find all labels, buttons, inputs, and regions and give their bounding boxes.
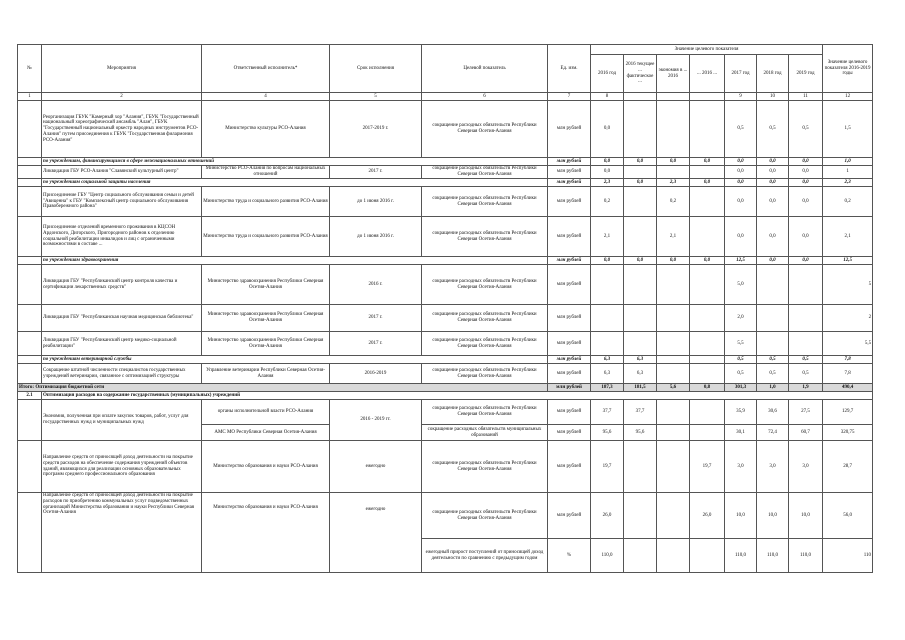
table-row: Ликвидация ГБУ "Республиканская научная медицинская библиотека" Министерство здравоохранения Республики Северная Осетия-Алания 2017 г. сокращение расходных обязательств Республики Северная Осетия-Алания млн рублей 2,0 2: [18, 305, 873, 332]
table-row: Ликвидация ГБУ "Республиканский центр контроля качества и сертификации лекарственных средств" Министерство здравоохранения Республики Северная Осетия-Алания 2016 г. сокращение расходных обязательств Республики Северная Осетия-Алания млн рублей 5,0 5: [18, 265, 873, 305]
table-row: Присоединение отделений временного проживания в КЦСОН Ардонского, Дигорского, Пригородного районов к отделению социальной реабилитации инвалидов и лиц с ограниченными возможностями в составе ... Министерство труда и социального развития РСО-Алания до 1 июня 2016 г. сокращение расходных обязательств Республики Северная Осетия-Алания млн рублей 2,1 2,1 0,0 0,0 0,0 2,1: [18, 217, 873, 257]
subtotal-row: по учреждениям ветеринарной службы млн рублей 6,3 6,3 0,5 0,5 0,5 7,8: [18, 356, 873, 364]
table-row: АМС МО Республики Северная Осетия-Алания сокращение расходных обязательств муниципальных образований млн рублей 95,6 95,6 30,1 72,4 60,7 320,75: [18, 425, 873, 441]
target-indicators-table: [17, 44, 873, 573]
header-2016-sub1: 2016 текущее ... фактическое ...: [624, 55, 657, 93]
header-2018: 2018 год: [757, 55, 789, 93]
header-values-group: Значение целевого показателя: [591, 45, 823, 55]
header-2017: 2017 год: [725, 55, 757, 93]
table-row: ежегодный прирост поступлений от приносящей доход деятельности по сравнению с предыдущим годом % 110,0 110,0 110,0 110,0 110: [18, 539, 873, 573]
table-row: Сокращение штатной численности специалистов государственных учреждений ветеринарии, связанное с оптимизацией структуры Управление ветеринарии Республики Северная Осетия-Алания 2016-2019 сокращение расходных обязательств Республики Северная Осетия-Алания млн рублей 6,3 6,3 0,5 0,5 0,5 7,8: [18, 364, 873, 384]
table-row: Экономия, полученная при оплате закупок товаров, работ, услуг для государственных нужд и муниципальных нужд органы исполнительной власти РСО-Алания 2016 - 2019 гг. сокращение расходных обязательств Республики Северная Осетия-Алания млн рублей 37,7 37,7 35,9 30,6 27,5 129,7: [18, 400, 873, 425]
table-row: Присоединение ГБУ "Центр социального обслуживания семьи и детей "Авиценна" к ГБУ "Комплексный центр социального обслуживания Правобережного района" Министерство труда и социального развития РСО-Алания до 1 июня 2016 г. сокращение расходных обязательств Республики Северная Осетия-Алания млн рублей 0,2 0,2 0,0 0,0 0,0 0,2: [18, 187, 873, 217]
header-2016-sub2: экономия в ... 2016: [657, 55, 690, 93]
header-num: №: [18, 45, 42, 93]
subtotal-row: по учреждениям социальной защиты населения млн рублей 2,3 0,0 2,3 0,0 0,0 0,0 0,0 2,3: [18, 179, 873, 187]
table-row: Реорганизация ГБУК "Камерный хор "Алания", ГБУК "Государственный национальный хореографический ансамбль "Алан", ГБУК "Государственный национальный оркестр народных инструментов РСО-Алания" путем присоединения к ГБУК "Государственная филармония РСО-Алания" Министерство культуры РСО-Алания 2017-2019 г. сокращение расходных обязательств Республики Северная Осетия-Алания млн рублей 0,0 0,5 0,5 0,5 1,5: [18, 101, 873, 158]
table-row: Направление средств от приносящей доход деятельности на покрытие расходов по приобретению коммунальных услуг подведомственных организаций Министерства образования и науки Республики Северная Осетия-Алания Министерство образования и науки РСО-Алания ежегодно сокращение расходных обязательств Республики Северная Осетия-Алания млн рублей 26,0 26,0 10,0 10,0 10,0 56,0: [18, 493, 873, 539]
table-row: Направление средств от приносящей доход деятельности на покрытие средств расходов на обеспечение содержания учреждений объектов зданий, являющихся для реализации основных образовательных программ среднего профессионального образования Министерство образования и науки РСО-Алания ежегодно сокращение расходных обязательств Республики Северная Осетия-Алания млн рублей 19,7 19,7 3,0 3,0 3,0 28,7: [18, 441, 873, 493]
subtotal-row: по учреждениям, финансирующимся в сфере межнациональных отношений млн рублей 0,0 0,0 0,0 0,0 0,0 0,0 0,0 1,0: [18, 158, 873, 166]
header-indicator: Целевой показатель: [422, 45, 548, 93]
header-2016: 2016 год: [591, 55, 624, 93]
header-deadline: Срок исполнения: [330, 45, 422, 93]
header-2016-sub3: ... 2016 ...: [690, 55, 725, 93]
header-activity: Мероприятия: [42, 45, 202, 93]
subtotal-row: по учреждениям здравоохранения млн рублей 0,0 0,0 0,0 0,0 12,5 0,0 0,0 12,5: [18, 257, 873, 265]
table-row: Ликвидация ГБУ "Республиканский центр медико-социальной реабилитации" Министерство здравоохранения Республики Северная Осетия-Алания 2017 г. сокращение расходных обязательств Республики Северная Осетия-Алания млн рублей 5,5 5,5: [18, 332, 873, 356]
table-row: Ликвидация ГБУ РСО-Алания "Славянский культурный центр" Министерство РСО-Алания по вопросам национальных отношений 2017 г. сокращение расходных обязательств Республики Северная Осетия-Алания млн рублей 0,0 0,0 0,0 0,0 1: [18, 166, 873, 179]
header-2019: 2019 год: [789, 55, 823, 93]
grand-total-row: Итого: Оптимизация бюджетной сети млн рублей 187,3 181,5 5,6 0,8 301,3 1,0 1,9 490,4: [18, 384, 873, 392]
header-responsible: Ответственный исполнитель*: [202, 45, 330, 93]
column-number-row: 1 2 4 5 6 7 8 9 10 11 12: [18, 93, 873, 101]
header-total: Значение целевого показателя 2016-2019 годы: [823, 45, 873, 93]
header-unit: Ед. изм.: [548, 45, 591, 93]
section-row: 2.1 Оптимизация расходов на содержание государственных (муниципальных) учреждений: [18, 392, 873, 400]
